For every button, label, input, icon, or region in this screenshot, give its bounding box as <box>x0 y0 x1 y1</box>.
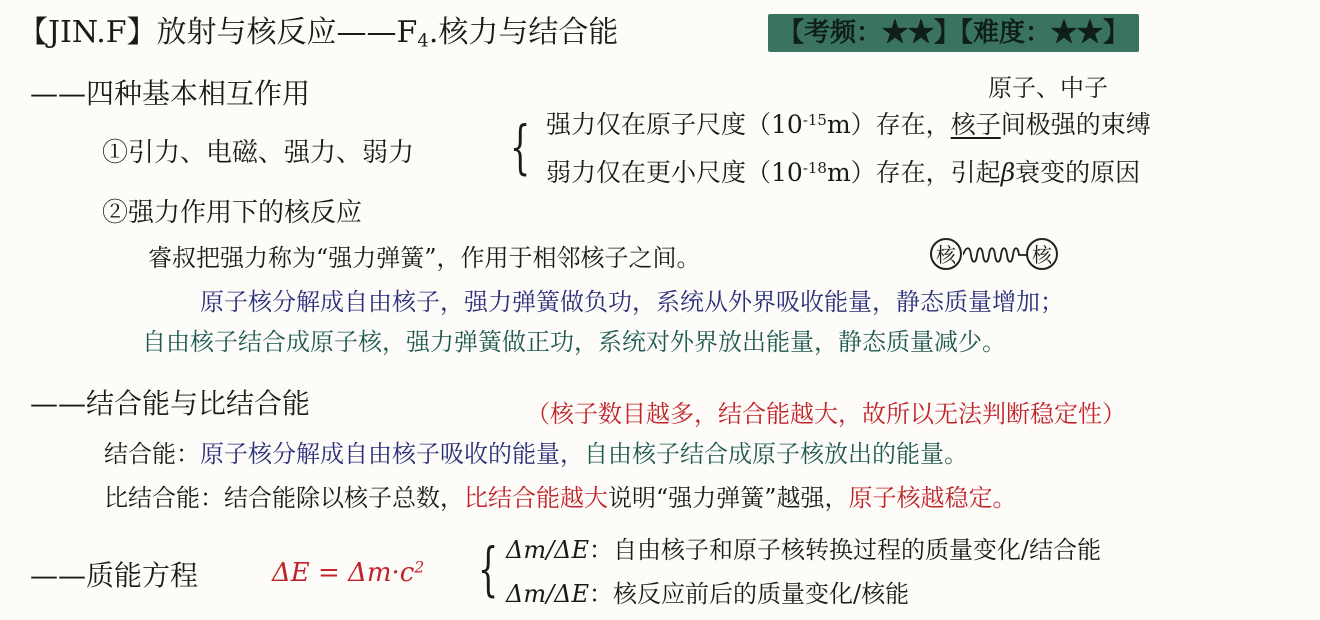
line1-text: ：自由核子和原子核转换过程的质量变化/结合能 <box>589 536 1102 564</box>
line1-symbol: Δm/ΔE <box>506 536 590 564</box>
strong-suffix: m）存在， <box>826 110 951 139</box>
combine-statement: 自由核子结合成原子核，强力弹簧做正功，系统对外界放出能量，静态质量减少。 <box>142 328 1006 356</box>
section-heading-binding-energy: ——结合能与比结合能 <box>30 387 311 420</box>
frequency-difficulty-badge: 【考频：★★】【难度：★★】 <box>768 14 1139 52</box>
sbe-middle: 说明“强力弹簧”越强， <box>608 484 849 512</box>
title-prefix: 【JIN.F】放射与核反应——F <box>18 15 418 50</box>
spring-analogy-text: 睿叔把强力称为“强力弹簧”，作用于相邻核子之间。 <box>148 244 701 272</box>
brace-mass-energy: { <box>478 535 499 603</box>
weak-suffix: m）存在，引起 <box>826 158 1001 187</box>
sbe-larger: 比结合能越大 <box>464 484 608 512</box>
nucleon-underlined: 核子 <box>950 110 1001 139</box>
strong-tail: 间极强的束缚 <box>1000 110 1151 139</box>
line2-symbol: Δm/ΔE <box>506 580 590 608</box>
strong-force-line <box>546 112 1151 137</box>
page-title <box>18 15 619 52</box>
nucleus-left-icon: 核 <box>930 238 962 270</box>
equation-body: ΔE = Δm·c <box>272 558 415 588</box>
be-absorb: 原子核分解成自由核子吸收的能量， <box>200 440 584 468</box>
note-proton-neutron: 原子、中子 <box>988 74 1108 102</box>
binding-energy-note: （核子数目越多，结合能越大，故所以无法判断稳定性） <box>526 400 1126 428</box>
decompose-statement: 原子核分解成自由核子，强力弹簧做负功，系统从外界吸收能量，静态质量增加； <box>200 288 1064 316</box>
line2-text: ：核反应前后的质量变化/核能 <box>589 580 910 608</box>
binding-energy-definition <box>104 442 968 466</box>
weak-tail: 衰变的原因 <box>1015 158 1141 187</box>
equation-exponent: 2 <box>414 558 425 577</box>
section-heading-interactions: ——四种基本相互作用 <box>30 77 311 110</box>
beta-symbol: β <box>1000 158 1016 187</box>
sbe-stable: 原子核越稳定。 <box>848 484 1017 512</box>
be-release: 自由核子结合成原子核放出的能量。 <box>584 440 968 468</box>
title-suffix: .核力与结合能 <box>428 15 619 50</box>
strong-exponent: -15 <box>802 110 827 129</box>
brace-forces: { <box>510 113 531 181</box>
item-four-forces: ①引力、电磁、强力、弱力 <box>102 138 415 168</box>
be-label: 结合能： <box>104 440 200 468</box>
sbe-label: 比结合能：结合能除以核子总数， <box>104 484 464 512</box>
weak-force-line <box>546 160 1140 185</box>
spring-icon <box>963 244 1027 266</box>
nucleus-right-icon: 核 <box>1026 238 1058 270</box>
spring-diagram <box>930 238 1060 272</box>
weak-prefix: 弱力仅在更小尺度（10 <box>546 158 803 187</box>
item-nuclear-reaction: ②强力作用下的核反应 <box>102 198 363 228</box>
section-heading-mass-energy: ——质能方程 <box>30 559 199 592</box>
mass-energy-line-2 <box>506 582 909 606</box>
specific-binding-energy-definition <box>104 486 1017 510</box>
mass-energy-line-1 <box>506 538 1101 562</box>
weak-exponent: -18 <box>802 158 827 177</box>
mass-energy-equation <box>272 560 424 586</box>
title-subscript: 4 <box>417 30 429 52</box>
strong-prefix: 强力仅在原子尺度（10 <box>546 110 803 139</box>
